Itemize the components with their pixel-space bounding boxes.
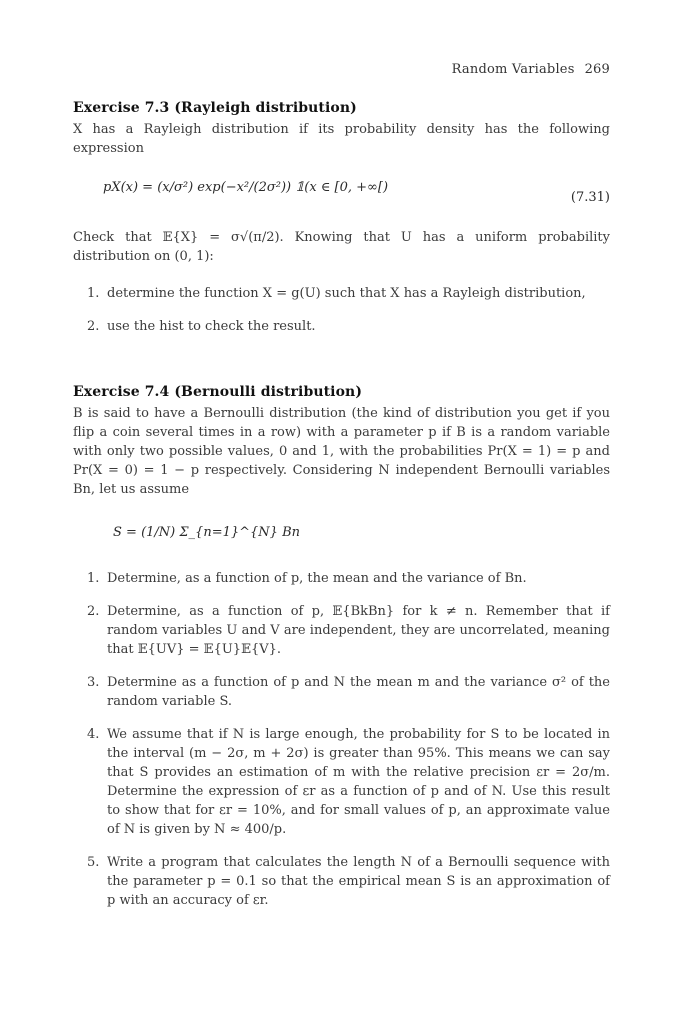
equation-number: (7.31) — [570, 190, 610, 205]
book-page — [73, 0, 610, 1024]
list-item — [73, 284, 610, 303]
item-number: 4. — [87, 727, 100, 742]
list-item — [73, 569, 610, 588]
item-text: determine the function X = g(U) such that X has a Rayleigh distribution, — [107, 286, 586, 301]
item-number: 1. — [87, 571, 100, 586]
page-number: 269 — [584, 62, 610, 77]
item-text: We assume that if N is large enough, the probability for S to be located in the interval (m − 2σ, m + 2σ) is greater than 95%. This means we can say that S provides an estimation of m with the relative precision εr = 2σ/m. Determine the expression of εr as a function of p and of N. Use this result to show that for εr = 10%, and for small values of p, an approximate value of N is given by N ≈ 400/p. — [107, 727, 610, 837]
exercise-title: Exercise 7.4 (Bernoulli distribution) — [73, 384, 363, 400]
item-number: 2. — [87, 604, 100, 619]
item-number: 2. — [87, 319, 100, 334]
item-text: Write a program that calculates the length N of a Bernoulli sequence with the parameter p = 0.1 so that the empirical mean S is an approximation of p with an accuracy of εr. — [107, 855, 610, 908]
item-text: Determine as a function of p and N the mean m and the variance σ² of the random variable S. — [107, 675, 610, 709]
item-text: use the hist to check the result. — [107, 319, 316, 334]
check-text: Check that 𝔼{X} = σ√(π/2). Knowing that U has a uniform probability distribution on (0, 1): — [73, 230, 610, 264]
list-item — [73, 317, 610, 336]
list-item — [73, 725, 610, 839]
exercise-7-3-list — [73, 284, 610, 336]
item-number: 5. — [87, 855, 100, 870]
list-item — [73, 673, 610, 711]
exercise-title: Exercise 7.3 (Rayleigh distribution) — [73, 100, 357, 116]
item-number: 3. — [87, 675, 100, 690]
rayleigh-equation — [73, 172, 610, 228]
exercise-intro: B is said to have a Bernoulli distribution (the kind of distribution you get if you flip a coin several times in a row) with a parameter p if B is a random variable with only two possible values, 0 and 1, with the probabilities Pr(X = 1) = p and Pr(X = 0) = 1 − p respectively. Considering N independent Bernoulli variables Bn, let us assume — [73, 406, 610, 497]
equation-body: S = (1/N) Σ_{n=1}^{N} Bn — [113, 525, 301, 540]
exercise-intro: X has a Rayleigh distribution if its probability density has the following expression — [73, 122, 610, 156]
exercise-7-3 — [73, 100, 610, 350]
item-number: 1. — [87, 286, 100, 301]
list-item — [73, 602, 610, 659]
exercise-7-4-list — [73, 569, 610, 910]
list-item — [73, 853, 610, 910]
bernoulli-sum-equation — [73, 505, 610, 563]
equation-body: pX(x) = (x/σ²) exp(−x²/(2σ²)) 𝟙(x ∈ [0, +∞[) — [103, 180, 389, 195]
item-text: Determine, as a function of p, 𝔼{BkBn} for k ≠ n. Remember that if random variables U and V are independent, they are uncorrelated, meaning that 𝔼{UV} = 𝔼{U}𝔼{V}. — [107, 604, 610, 657]
running-title: Random Variables — [451, 62, 575, 77]
exercise-7-4 — [73, 384, 610, 924]
item-text: Determine, as a function of p, the mean and the variance of Bn. — [107, 571, 527, 586]
running-header — [452, 62, 610, 77]
